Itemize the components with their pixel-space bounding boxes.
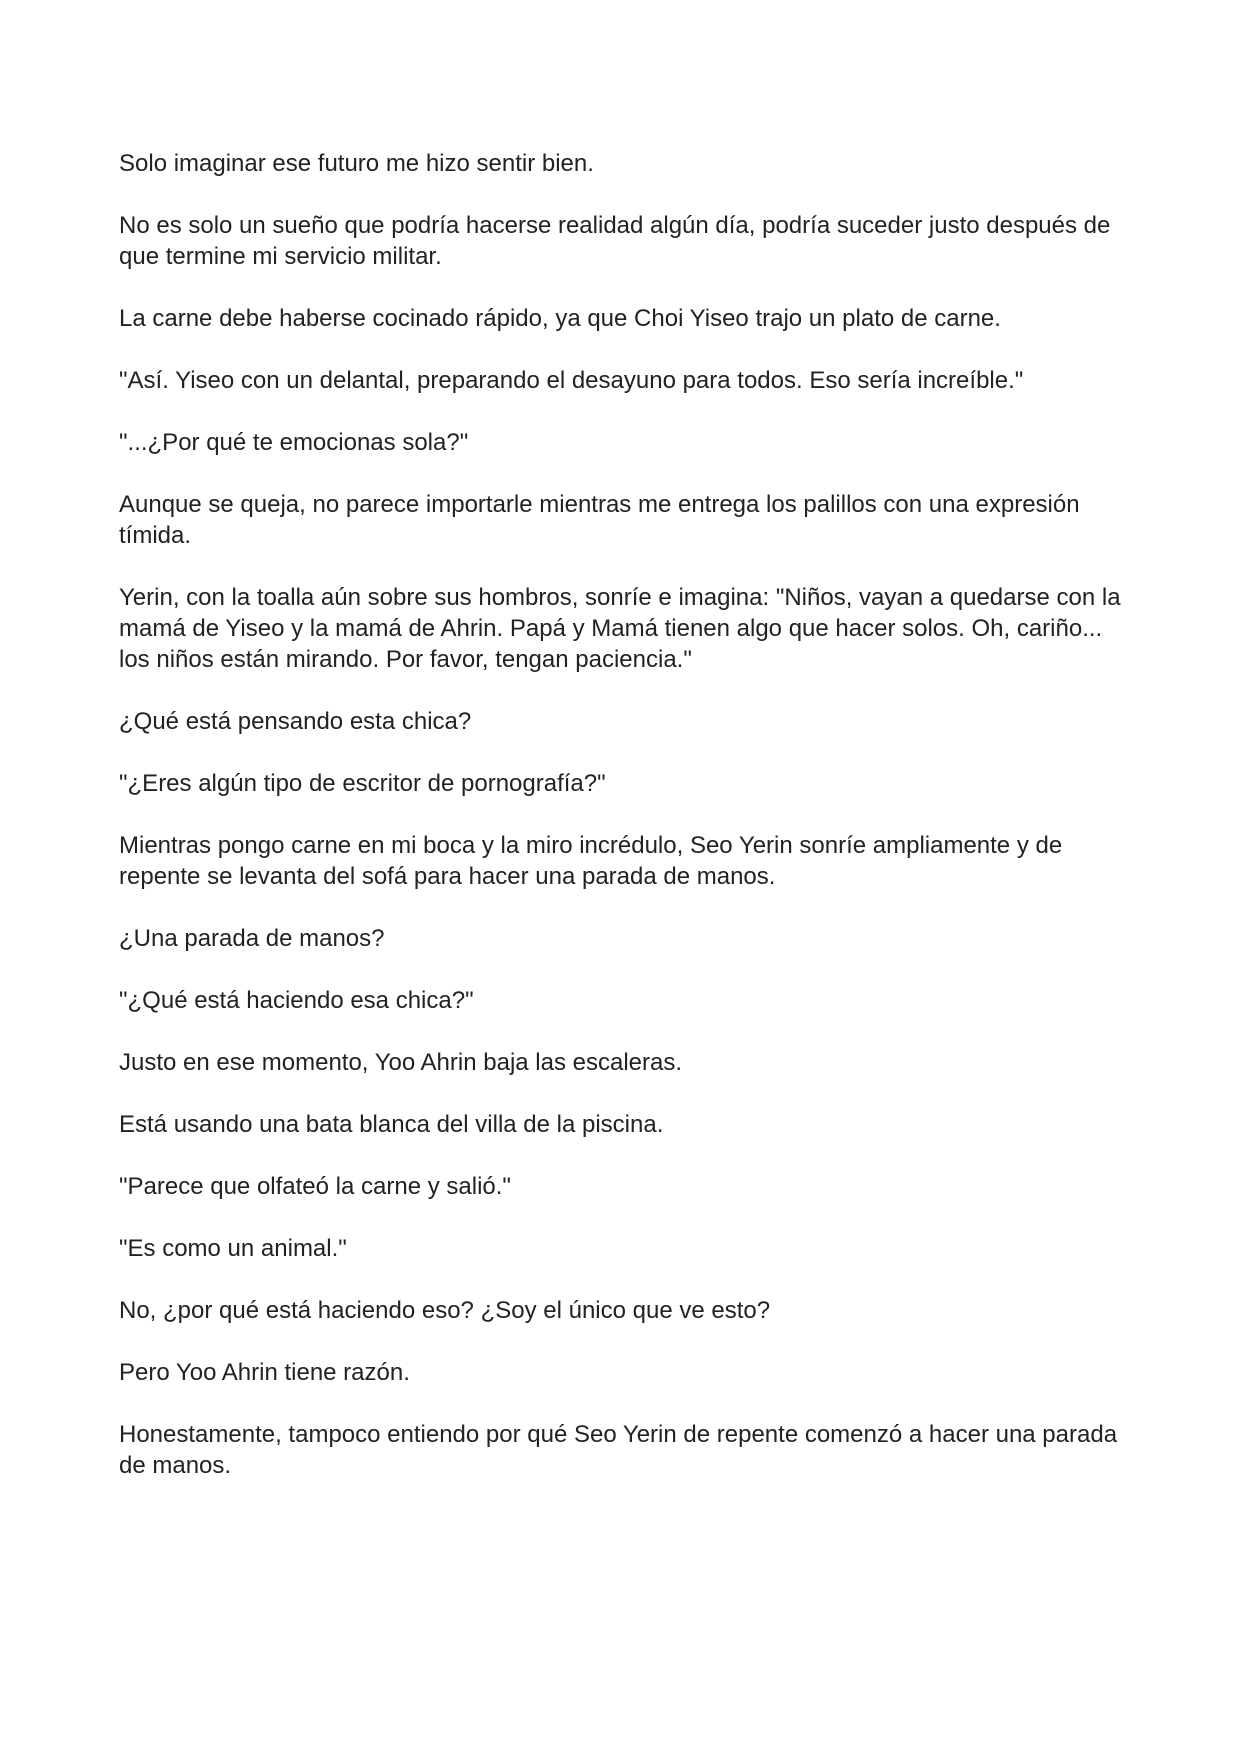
paragraph-18: Pero Yoo Ahrin tiene razón. — [119, 1359, 410, 1386]
paragraph-11: ¿Una parada de manos? — [119, 925, 385, 952]
paragraph-15: "Parece que olfateó la carne y salió." — [119, 1173, 511, 1200]
paragraph-12: "¿Qué está haciendo esa chica?" — [119, 987, 474, 1014]
paragraph-2: No es solo un sueño que podría hacerse realidad algún día, podría suceder justo después de que termine mi servicio militar. — [119, 212, 1111, 270]
paragraph-1: Solo imaginar ese futuro me hizo sentir bien. — [119, 150, 594, 177]
paragraph-13: Justo en ese momento, Yoo Ahrin baja las escaleras. — [119, 1049, 683, 1076]
paragraph-14: Está usando una bata blanca del villa de la piscina. — [119, 1111, 664, 1138]
paragraph-7: Yerin, con la toalla aún sobre sus hombros, sonríe e imagina: "Niños, vayan a quedarse con la mamá de Yiseo y la mamá de Ahrin. Papá y Mamá tienen algo que hacer solos. Oh, cariño... los niños están mirando. Por favor, tengan paciencia." — [119, 584, 1121, 673]
paragraph-17: No, ¿por qué está haciendo eso? ¿Soy el único que ve esto? — [119, 1297, 771, 1324]
paragraph-3: La carne debe haberse cocinado rápido, ya que Choi Yiseo trajo un plato de carne. — [119, 305, 1001, 332]
paragraph-16: "Es como un animal." — [119, 1235, 347, 1262]
paragraph-19: Honestamente, tampoco entiendo por qué Seo Yerin de repente comenzó a hacer una parada de manos. — [119, 1421, 1118, 1479]
paragraph-6: Aunque se queja, no parece importarle mientras me entrega los palillos con una expresión tímida. — [119, 491, 1080, 549]
paragraph-10: Mientras pongo carne en mi boca y la miro incrédulo, Seo Yerin sonríe ampliamente y de repente se levanta del sofá para hacer una parada de manos. — [119, 832, 1063, 890]
paragraph-5: "...¿Por qué te emocionas sola?" — [119, 429, 469, 456]
paragraph-4: "Así. Yiseo con un delantal, preparando el desayuno para todos. Eso sería increíble." — [119, 367, 1024, 394]
paragraph-9: "¿Eres algún tipo de escritor de pornografía?" — [119, 770, 606, 797]
paragraph-8: ¿Qué está pensando esta chica? — [119, 708, 472, 735]
